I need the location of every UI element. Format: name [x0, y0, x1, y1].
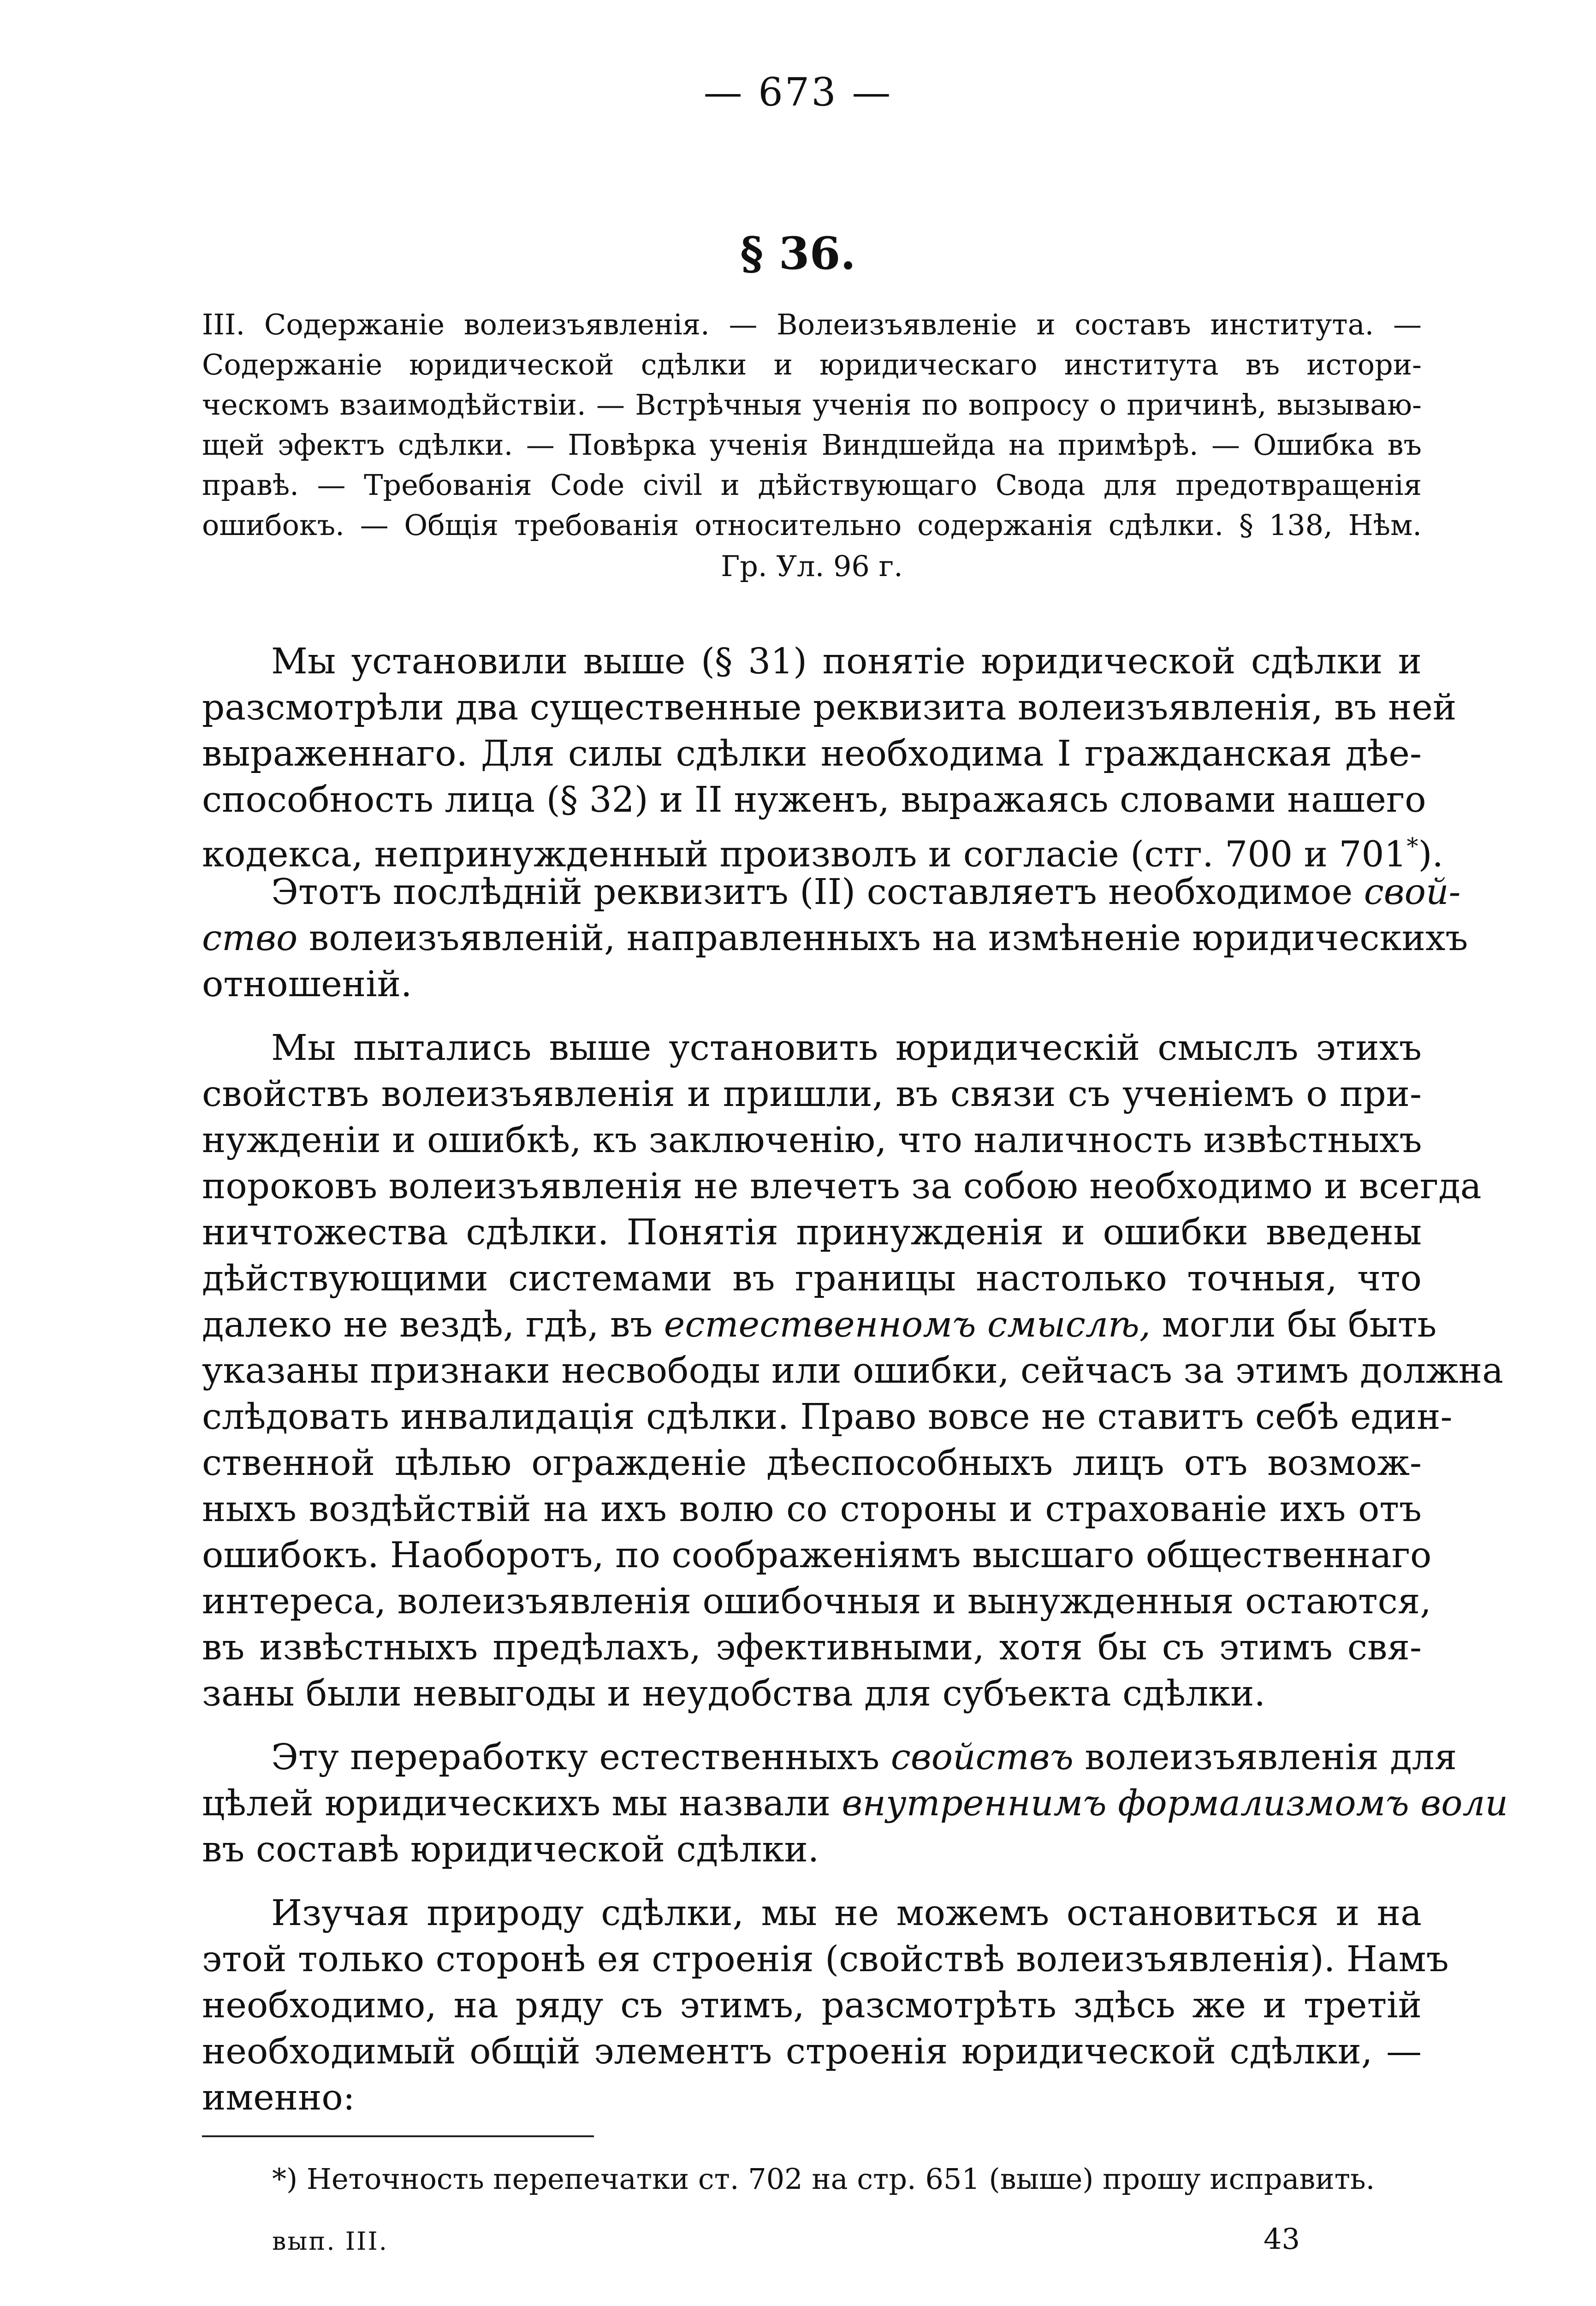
text-line [202, 1735, 1457, 1781]
text-segment: волеизъявленія для [1073, 1737, 1457, 1778]
text-line: пороковъ волеизъявленія не влечетъ за собою необходимо и всегда [202, 1166, 1482, 1207]
text-line: дѣйствующими системами въ границы настолько точныя, что [202, 1258, 1422, 1299]
text-line: Мы пытались выше установить юридическій смыслъ этихъ [271, 1028, 1422, 1069]
text-line: ственной цѣлью огражденіе дѣеспособныхъ лицъ отъ возмож- [202, 1443, 1422, 1484]
text-line [202, 869, 1461, 915]
footnote-marker: * [1406, 833, 1418, 860]
text-line: ничтожества сдѣлки. Понятія принужденія и ошибки введены [202, 1212, 1422, 1253]
summary-line-last: Гр. Ул. 96 г. [721, 549, 903, 583]
section-title: § 36. [740, 227, 856, 279]
text-segment: волеизъявленій, направленныхъ на измѣненіе юридическихъ [297, 918, 1468, 959]
text-segment: далеко не вездѣ, гдѣ, въ [202, 1304, 664, 1345]
text-line: выраженнаго. Для силы сдѣлки необходима I гражданская дѣе- [202, 733, 1422, 774]
text-segment: Этотъ послѣдній реквизитъ (II) составляетъ необходимое [271, 872, 1364, 913]
text-line: въ составѣ юридической сдѣлки. [202, 1829, 819, 1870]
sheet-number: 43 [1264, 2222, 1300, 2256]
text-line: интереса, волеизъявленія ошибочныя и вынужденныя остаются, [202, 1581, 1431, 1622]
text-line [202, 915, 1468, 962]
text-line [202, 1302, 1437, 1348]
text-line: необходимо, на ряду съ этимъ, разсмотрѣть здѣсь же и третій [202, 1985, 1422, 2026]
italic-text: ство [202, 918, 298, 959]
text-segment: могли бы быть [1151, 1304, 1437, 1345]
text-line: отношеній. [202, 964, 412, 1005]
page-number: — 673 — [703, 70, 893, 115]
text-line: необходимый общій элементъ строенія юридической сдѣлки, — [202, 2031, 1422, 2072]
italic-text: естественномъ смыслѣ, [664, 1304, 1151, 1345]
text-line: нужденіи и ошибкѣ, къ заключенію, что наличность извѣстныхъ [202, 1120, 1422, 1161]
text-line: ошибокъ. Наоборотъ, по соображеніямъ высшаго общественнаго [202, 1535, 1432, 1576]
text-line: заны были невыгоды и неудобства для субъекта сдѣлки. [202, 1673, 1265, 1714]
text-line: способность лица (§ 32) и II нуженъ, выражаясь словами нашего [202, 779, 1426, 820]
summary-line: ошибокъ. — Общія требованія относительно содержанія сдѣлки. § 138, Нѣм. [202, 508, 1422, 542]
text-segment: кодекса, непринужденный произволъ и согласіе (стг. 700 и 701 [202, 834, 1407, 875]
main-text [202, 639, 1508, 2121]
summary-line: правѣ. — Требованія Code civil и дѣйствующаго Свода для предотвращенія [202, 468, 1422, 502]
text-segment: цѣлей юридическихъ мы назвали [202, 1783, 842, 1824]
text-line: Изучая природу сдѣлки, мы не можемъ остановиться и на [271, 1893, 1422, 1934]
text-line: именно: [202, 2077, 355, 2118]
text-line [202, 823, 1443, 875]
summary-line: ческомъ взаимодѣйствіи. — Встрѣчныя ученія по вопросу о причинѣ, вызываю- [202, 388, 1422, 422]
footnote-divider [202, 2135, 594, 2137]
text-line: Мы установили выше (§ 31) понятіе юридической сдѣлки и [271, 641, 1422, 682]
summary-line: Содержаніе юридической сдѣлки и юридическаго института въ истори- [202, 348, 1422, 381]
summary-line: III. Содержаніе волеизъявленія. — Волеизъявленіе и составъ института. — [202, 308, 1422, 341]
text-line: въ извѣстныхъ предѣлахъ, эфективными, хотя бы съ этимъ свя- [202, 1627, 1422, 1668]
italic-text: свой- [1364, 872, 1461, 913]
section-summary [202, 304, 1422, 586]
italic-text: свойствъ [890, 1737, 1074, 1778]
text-line: разсмотрѣли два существенные реквизита волеизъявленія, въ ней [202, 687, 1457, 728]
text-line: этой только сторонѣ ея строенія (свойствѣ волеизъявленія). Намъ [202, 1939, 1449, 1980]
text-segment: ). [1418, 834, 1443, 875]
summary-line: щей эфектъ сдѣлки. — Повѣрка ученія Виндшейда на примѣрѣ. — Ошибка въ [202, 428, 1422, 462]
text-line: указаны признаки несвободы или ошибки, сейчасъ за этимъ должна [202, 1350, 1504, 1391]
printer-signature: вып. III. [272, 2227, 388, 2256]
text-line: ныхъ воздѣйствій на ихъ волю со стороны и страхованіе ихъ отъ [202, 1489, 1422, 1530]
text-line [202, 1781, 1508, 1827]
text-line: слѣдовать инвалидація сдѣлки. Право вовсе не ставитъ себѣ един- [202, 1397, 1453, 1438]
text-line: свойствъ волеизъявленія и пришли, въ связи съ ученіемъ о при- [202, 1074, 1422, 1115]
footnote: *) Неточность перепечатки ст. 702 на стр. 651 (выше) прошу исправить. [272, 2162, 1375, 2196]
italic-text: внутреннимъ формализмомъ воли [842, 1783, 1508, 1824]
text-segment: Эту переработку естественныхъ [271, 1737, 891, 1778]
